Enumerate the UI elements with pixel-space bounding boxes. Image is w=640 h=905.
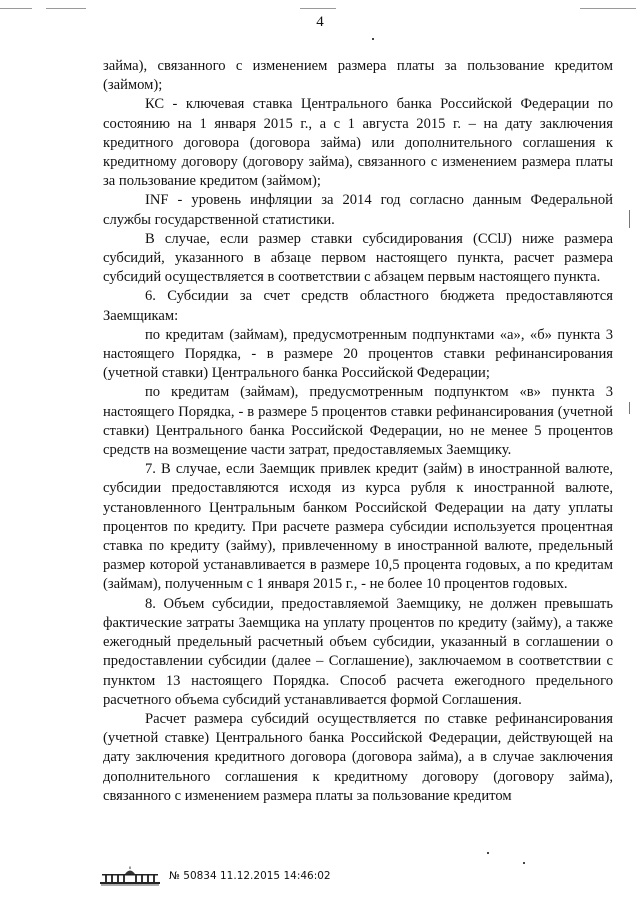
scan-artifact-line (0, 8, 32, 9)
scan-margin-mark (629, 210, 630, 228)
scan-artifact-line (300, 8, 336, 9)
page-number: 4 (316, 14, 324, 30)
scan-margin-mark (629, 402, 630, 414)
scan-artifact-line (580, 8, 636, 9)
scan-speck (372, 38, 374, 40)
paragraph: 7. В случае, если Заемщик привлек кредит (займ) в иностранной валюте, субсидии предоставляются исходя из курса рубля к иностранной валюте, установленного Центральным банком Российской Федерации на дату уплаты процентов по кредиту. При расчете размера субсидии используется процентная ставка по кредиту (займу), привлеченному в иностранной валюте, предельный размер которой устанавливается в размере 10,5 процента годовых, а по кредитам (займам), полученным с 1 января 2015 г., - не более 10 процентов годовых. (103, 461, 613, 593)
paragraph: Расчет размера субсидий осуществляется по ставке рефинансирования (учетной ставке) Центрального банка Российской Федерации, действующей на дату заключения кредитного договора (договора займа), а в случае заключения дополнительного соглашения к кредитному договору (договору займа), связанного с изменением размера платы за пользование кредитом (103, 710, 613, 804)
government-building-logo-icon (99, 866, 161, 886)
paragraph: 6. Субсидии за счет средств областного бюджета предоставляются Заемщикам: (103, 288, 613, 324)
paragraph: КС - ключевая ставка Центрального банка Российской Федерации по состоянию на 1 января 2015 г., а с 1 августа 2015 г. – на дату заключения кредитного договора (договора займа) или дополнительного соглашения к кредитному договору (договору займа), связанного с изменением размера платы за пользование кредитом (займом); (103, 96, 613, 190)
scan-speck (523, 862, 525, 864)
registration-stamp: № 50834 11.12.2015 14:46:02 (169, 870, 331, 882)
paragraph: 8. Объем субсидии, предоставляемой Заемщику, не должен превышать фактические затраты Заемщика на уплату процентов по кредиту (займу), а также ежегодный предельный расчетный объем субсидии, указанный в соглашении о предоставлении субсидии (далее – Соглашение), заключаемом в соответствии с пунктом 13 настоящего Порядка. Способ расчета ежегодного предельного расчетного объема субсидий устанавливается формой Соглашения. (103, 595, 613, 708)
paragraph: INF - уровень инфляции за 2014 год согласно данным Федеральной службы государственной статистики. (103, 192, 613, 228)
paragraph: займа), связанного с изменением размера платы за пользование кредитом (займом); (103, 58, 613, 94)
paragraph: по кредитам (займам), предусмотренным подпунктом «в» пункта 3 настоящего Порядка, - в размере 5 процентов ставки рефинансирования (учетной ставки) Центрального банка Российской Федерации, но не менее 5 процентов средств на возмещение части затрат, предоставляемых Заемщику. (103, 384, 613, 459)
document-body (103, 57, 613, 806)
document-footer (99, 865, 331, 887)
paragraph: В случае, если размер ставки субсидирования (ССlJ) ниже размера субсидий, указанного в абзаце первом настоящего пункта, расчет размера субсидий осуществляется в соответствии с абзацем первым настоящего пункта. (103, 230, 613, 286)
scan-artifact-line (46, 8, 86, 9)
scan-speck (487, 852, 489, 854)
paragraph: по кредитам (займам), предусмотренным подпунктами «а», «б» пункта 3 настоящего Порядка, - в размере 20 процентов ставки рефинансирования (учетной ставки) Центрального банка Российской Федерации; (103, 326, 613, 382)
